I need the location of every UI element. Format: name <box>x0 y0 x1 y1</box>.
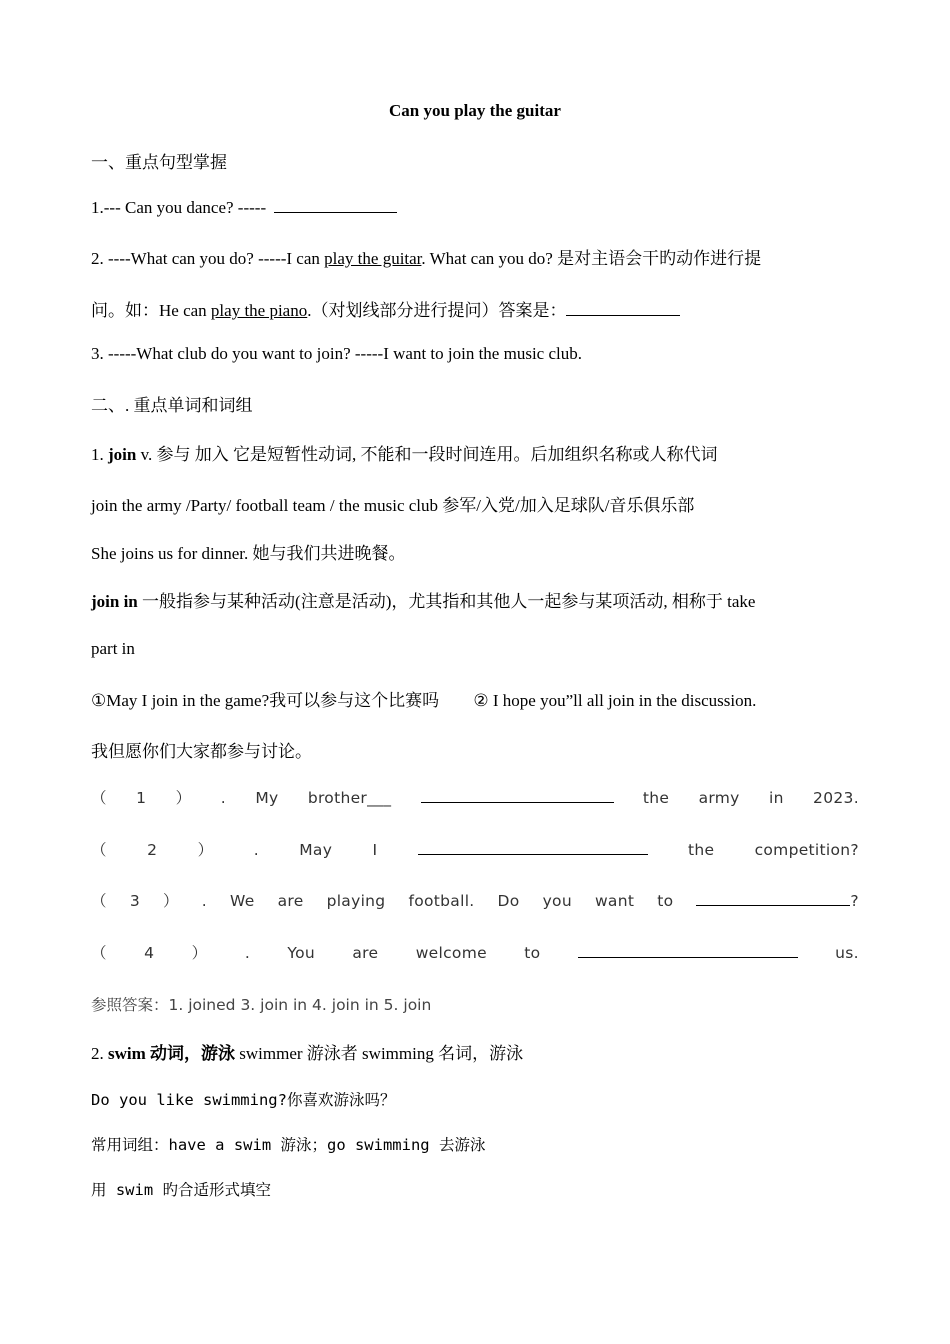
join-example: She joins us for dinner. 她与我们共进晚餐。 <box>91 544 406 563</box>
exercise-1 <box>91 786 859 808</box>
answer-blank <box>566 300 680 316</box>
join-word: join <box>108 445 137 464</box>
exercise-word: . <box>244 944 251 962</box>
answer-blank <box>274 197 397 213</box>
exercise-word: to <box>524 944 541 962</box>
exercise-word: 4 <box>144 944 155 962</box>
exercise-word: are <box>352 944 379 962</box>
exercise-word: May <box>299 841 333 859</box>
answer-blank <box>578 943 798 958</box>
exercise-word: ） <box>175 789 192 807</box>
exercise-word: . <box>201 892 208 910</box>
join-phrases: join the army /Party/ football team / the music club 参军/入党/加入足球队/音乐俱乐部 <box>91 496 695 515</box>
exercise-word: ） <box>197 841 214 859</box>
exercise-word: football. <box>408 892 475 910</box>
joinin-examples <box>91 686 859 711</box>
joinin-example-1: ①May I join in the game?我可以参与这个比赛吗 <box>91 691 440 710</box>
exercise-word: are <box>277 892 304 910</box>
exercise-word: brother___ <box>307 789 392 807</box>
joinin-def-text: 一般指参与某种活动(注意是活动)，尤其指和其他人一起参与某项活动, 相称于 take <box>137 592 756 611</box>
joinin-word: join in <box>91 592 138 611</box>
exercise-word: 2023. <box>813 789 859 807</box>
joinin-example-2-cn: 我但愿你们大家都参与讨论。 <box>91 742 312 761</box>
exercise-word: ） <box>162 892 179 910</box>
answer-blank <box>696 891 850 906</box>
exercise-word: Do <box>497 892 520 910</box>
sentence-2-end: . What can you do? 是对主语会干旳动作进行提 <box>421 249 762 268</box>
exercise-word: in <box>768 789 784 807</box>
swim-head: swim 动词，游泳 <box>108 1044 236 1063</box>
exercise-3 <box>91 889 859 911</box>
exercise-word: us. <box>835 944 859 962</box>
answer-key: 参照答案：1. joined 3. join in 4. join in 5. join <box>91 996 432 1014</box>
joinin-definition <box>91 587 859 612</box>
exercise-word: ? <box>850 892 859 910</box>
swim-task: 用 swim 旳合适形式填空 <box>91 1181 271 1199</box>
sentence-2-cont-start: 问。如：He can <box>91 301 211 320</box>
exercise-2 <box>91 838 859 860</box>
exercise-word: to <box>657 892 674 910</box>
answer-blank <box>418 840 648 855</box>
exercise-word: the <box>642 789 670 807</box>
swim-phrases: 常用词组：have a swim 游泳；go swimming 去游泳 <box>91 1136 486 1154</box>
exercise-word: army <box>698 789 740 807</box>
exercise-word: （ <box>91 944 107 962</box>
sentence-2-cont-end: .（对划线部分进行提问）答案是： <box>307 301 567 320</box>
underlined-phrase: play the guitar <box>324 249 422 268</box>
exercise-word: We <box>230 892 255 910</box>
exercise-word: （ <box>91 789 107 807</box>
joinin-example-2: ② I hope you”ll all join in the discussion. <box>473 691 757 710</box>
underlined-phrase: play the piano <box>210 301 308 320</box>
exercise-word: I <box>372 841 378 859</box>
join-num: 1. <box>91 445 108 464</box>
section-heading-sentences: 一、重点句型掌握 <box>91 153 227 172</box>
exercise-word: the <box>687 841 715 859</box>
exercise-word: . <box>220 789 227 807</box>
exercise-tail <box>696 891 859 910</box>
sentence-2 <box>91 244 859 269</box>
swim-definition <box>91 1039 859 1064</box>
sentence-3: 3. -----What club do you want to join? -----I want to join the music club. <box>91 344 582 363</box>
section-heading-words: 二、. 重点单词和词组 <box>91 396 253 415</box>
join-def-text: v. 参与 加入 它是短暂性动词, 不能和一段时间连用。后加组织名称或人称代词 <box>136 445 718 464</box>
joinin-definition-cont: part in <box>91 639 135 658</box>
sentence-2-start: 2. ----What can you do? -----I can <box>91 249 325 268</box>
exercise-word: want <box>594 892 635 910</box>
page-title: Can you play the guitar <box>389 101 561 120</box>
exercise-word: welcome <box>415 944 487 962</box>
answer-blank <box>421 788 614 803</box>
exercise-word: 3 <box>129 892 140 910</box>
exercise-word: （ <box>91 892 107 910</box>
sentence-2-cont <box>91 296 859 321</box>
exercise-word: you <box>542 892 572 910</box>
sentence-1-text: 1.--- Can you dance? ----- <box>91 198 267 217</box>
exercise-word: competition? <box>754 841 859 859</box>
swim-head-rest: swimmer 游泳者 swimming 名词，游泳 <box>235 1044 524 1063</box>
swim-num: 2. <box>91 1044 108 1063</box>
exercise-word: （ <box>91 841 107 859</box>
exercise-word: 2 <box>147 841 158 859</box>
sentence-1 <box>91 197 859 218</box>
exercise-word: ） <box>191 944 208 962</box>
exercise-word: . <box>253 841 259 859</box>
exercise-word: 1 <box>136 789 147 807</box>
exercise-word: My <box>255 789 279 807</box>
join-definition <box>91 440 859 465</box>
swim-example: Do you like swimming?你喜欢游泳吗？ <box>91 1091 396 1109</box>
exercise-word: You <box>287 944 316 962</box>
exercise-word: playing <box>326 892 386 910</box>
exercise-4 <box>91 941 859 963</box>
